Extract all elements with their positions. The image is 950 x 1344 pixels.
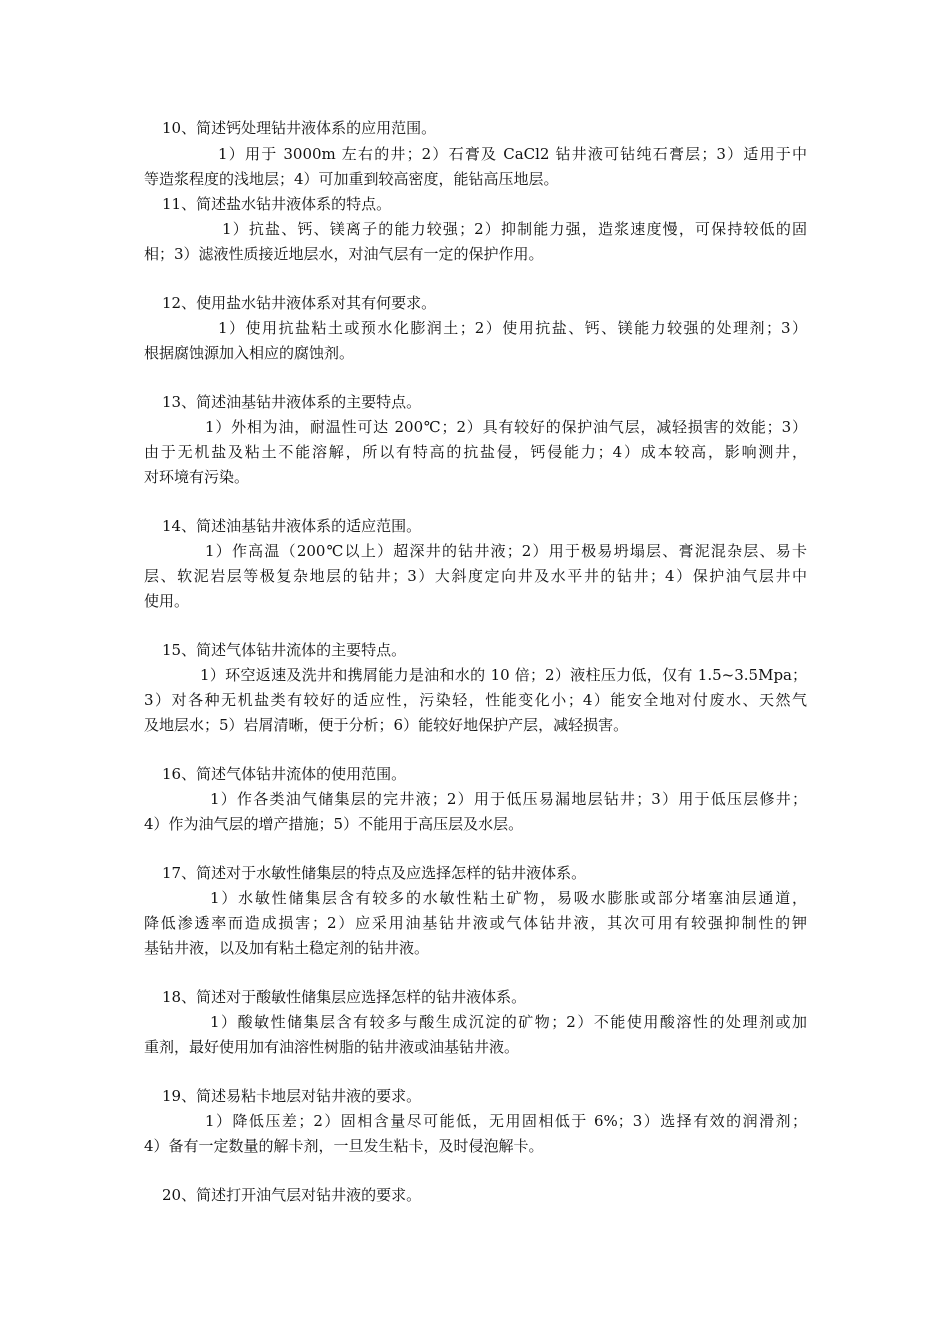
answer-line: 基钻井液，以及加有粘土稳定剂的钻井液。 (144, 939, 430, 957)
question-18: 18、简述对于酸敏性储集层应选择怎样的钻井液体系。 (162, 988, 527, 1006)
question-10: 10、简述钙处理钻井液体系的应用范围。 (162, 119, 437, 137)
question-13: 13、简述油基钻井液体系的主要特点。 (162, 393, 422, 411)
question-20: 20、简述打开油气层对钻井液的要求。 (162, 1186, 422, 1204)
answer-line: 及地层水；5）岩屑清晰，便于分析；6）能较好地保护产层，减轻损害。 (144, 716, 629, 734)
question-12: 12、使用盐水钻井液体系对其有何要求。 (162, 294, 437, 312)
question-19: 19、简述易粘卡地层对钻井液的要求。 (162, 1087, 422, 1105)
answer-line: 等造浆程度的浅地层；4）可加重到较高密度，能钻高压地层。 (144, 170, 559, 188)
answer-line: 4）备有一定数量的解卡剂，一旦发生粘卡，及时侵泡解卡。 (144, 1137, 544, 1155)
answer-line: 3）对各种无机盐类有较好的适应性，污染轻，性能变化小；4）能安全地对付废水、天然气 (144, 691, 807, 709)
answer-line: 1）用于 3000m 左右的井；2）石膏及 CaCl2 钻井液可钻纯石膏层；3）适用于中 (218, 145, 807, 163)
answer-line: 1）作各类油气储集层的完井液；2）用于低压易漏地层钻井；3）用于低压层修井； (210, 790, 807, 808)
answer-line: 层、软泥岩层等极复杂地层的钻井；3）大斜度定向井及水平井的钻井；4）保护油气层井中 (144, 567, 807, 585)
question-11: 11、简述盐水钻井液体系的特点。 (162, 195, 392, 213)
answer-line: 1）使用抗盐粘土或预水化膨润土；2）使用抗盐、钙、镁能力较强的处理剂；3） (218, 319, 807, 337)
question-14: 14、简述油基钻井液体系的适应范围。 (162, 517, 422, 535)
answer-line: 1）降低压差；2）固相含量尽可能低，无用固相低于 6%；3）选择有效的润滑剂； (205, 1112, 807, 1130)
question-15: 15、简述气体钻井流体的主要特点。 (162, 641, 407, 659)
answer-line: 1）水敏性储集层含有较多的水敏性粘土矿物，易吸水膨胀或部分堵塞油层通道， (210, 889, 807, 907)
question-17: 17、简述对于水敏性储集层的特点及应选择怎样的钻井液体系。 (162, 864, 587, 882)
answer-line: 1）作高温（200℃以上）超深井的钻井液；2）用于极易坍塌层、膏泥混杂层、易卡 (205, 542, 807, 560)
answer-line: 根据腐蚀源加入相应的腐蚀剂。 (144, 344, 355, 362)
answer-line: 由于无机盐及粘土不能溶解，所以有特高的抗盐侵，钙侵能力；4）成本较高，影响测井， (144, 443, 807, 461)
answer-line: 对环境有污染。 (144, 468, 250, 486)
answer-line: 1）外相为油，耐温性可达 200℃；2）具有较好的保护油气层，减轻损害的效能；3） (205, 418, 807, 436)
answer-line: 4）作为油气层的增产措施；5）不能用于高压层及水层。 (144, 815, 524, 833)
answer-line: 降低渗透率而造成损害；2）应采用油基钻井液或气体钻井液，其次可用有较强抑制性的钾 (144, 914, 807, 932)
answer-line: 相；3）滤液性质接近地层水，对油气层有一定的保护作用。 (144, 245, 544, 263)
question-16: 16、简述气体钻井流体的使用范围。 (162, 765, 407, 783)
answer-line: 1）环空返速及洗井和携屑能力是油和水的 10 倍；2）液柱压力低，仅有 1.5~3.5Mpa； (200, 666, 807, 684)
answer-line: 1）抗盐、钙、镁离子的能力较强；2）抑制能力强，造浆速度慢，可保持较低的固 (222, 220, 807, 238)
answer-line: 使用。 (144, 592, 190, 610)
answer-line: 1）酸敏性储集层含有较多与酸生成沉淀的矿物；2）不能使用酸溶性的处理剂或加 (210, 1013, 807, 1031)
answer-line: 重剂，最好使用加有油溶性树脂的钻井液或油基钻井液。 (144, 1038, 520, 1056)
